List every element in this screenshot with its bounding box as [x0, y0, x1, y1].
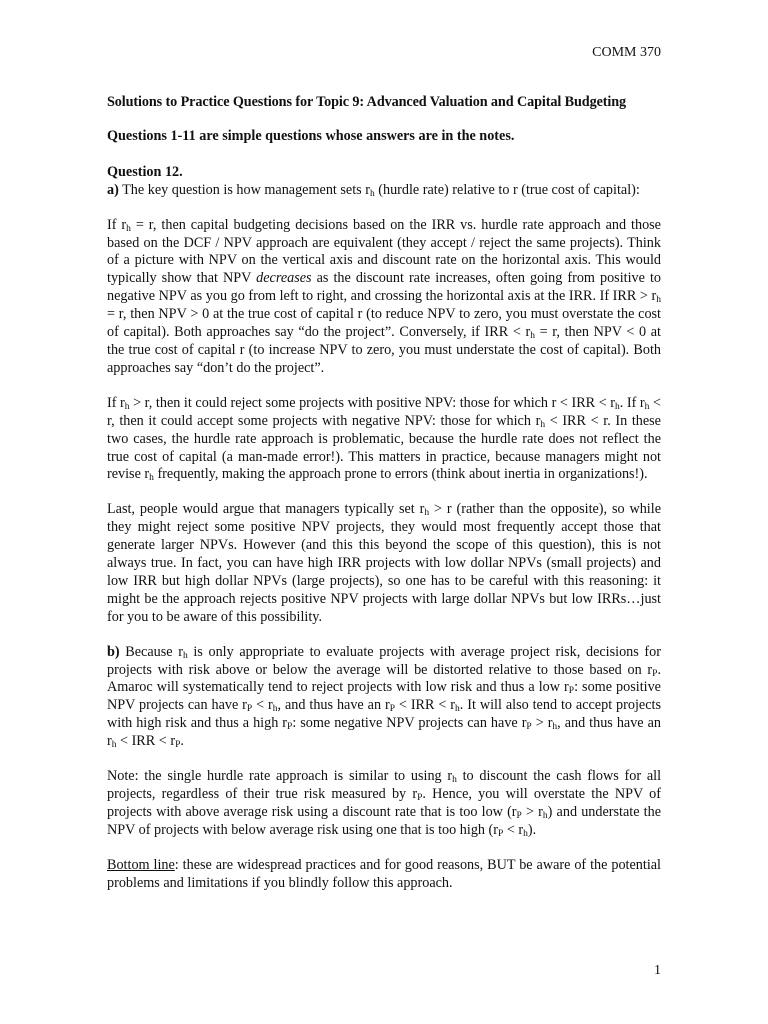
paragraph-bottom-line: Bottom line: these are widespread practices and for good reasons, BUT be aware of the potential problems and limitations if you blindly follow this approach.	[107, 856, 661, 891]
text-run: h	[530, 331, 535, 342]
text-run: P	[287, 722, 293, 733]
text-run: h	[615, 401, 620, 412]
text-run: P	[175, 740, 181, 751]
text-run: P	[246, 704, 253, 715]
text-run: P	[568, 686, 575, 697]
text-run: h	[540, 419, 546, 430]
text-run: h	[424, 508, 430, 519]
answer-b: b) Because $r_h$ is only appropriate to evaluate projects with average project risk, decisions for projects with risk above or below the average will be distorted relative to those based on $r_P$. Amaroc will systematically tend to reject projects with low risk and thus a low $r_P$: some positive NPV projects can have $r_P < r_h$, and thus have an $r_P$ < IRR < $r_h$. It will also tend to accept projects with high risk and thus a high $r_P$: some negative NPV projects can have $r_P > r_h$, and thus have an $r_h$ < IRR < $r_P$.	[107, 643, 661, 751]
text-run: h	[182, 650, 188, 661]
text-run: h	[656, 295, 661, 306]
paragraph-hurdle-mismatch: If $r_h > r$, then it could reject some projects with positive NPV: those for which r < IRR < $r_h$. If $r_h < r$, then it could accept some projects with negative NPV: those for which $r_h$ < IRR < r. In these two cases, the hurdle rate approach is problematic, because the hurdle rate does not reflect the true cost of capital (a man-made error!). This matters in practice, because managers might not revise $r_h$ frequently, making the approach prone to errors (think about inertia in organizations!).	[107, 394, 661, 484]
text-run: decreases	[256, 270, 312, 287]
answer-a-intro: a) The key question is how management sets $r_h$ (hurdle rate) relative to r (true cost of capital):	[107, 181, 640, 199]
text-run: h	[455, 704, 460, 715]
text-run: h	[369, 188, 375, 199]
text-run: a)	[107, 181, 119, 198]
text-run: Bottom line	[107, 856, 175, 873]
text-run: h	[523, 828, 528, 839]
page-number: 1	[654, 963, 661, 979]
document-body	[107, 94, 661, 910]
text-run: P	[652, 668, 658, 679]
text-run: h	[272, 704, 278, 715]
text-run: h	[644, 401, 650, 412]
text-run: h	[111, 740, 117, 751]
text-run: b)	[107, 643, 120, 660]
text-run: h	[124, 401, 130, 412]
text-run: h	[126, 223, 131, 234]
paragraph-last-argument: Last, people would argue that managers typically set $r_h > r$ (rather than the opposite), so while they might reject some positive NPV projects, they would most frequently accept those that generate larger NPVs. However (and this this beyond the scope of this question), this is not always true. In fact, you can have high IRR projects with low dollar NPVs (small projects) and low IRR but high dollar NPVs (large projects), so one has to be careful with this reasoning: it might be the approach rejects positive NPV projects with large dollar NPVs but low IRRs…just for you to be aware of this possibility.	[107, 501, 661, 625]
course-header: COMM 370	[592, 45, 661, 60]
text-run: P	[417, 793, 423, 803]
paragraph-equal-hurdle: If $r_h = r$, then capital budgeting decisions based on the IRR vs. hurdle rate approach and those based on the DCF / NPV approach are equivalent (they accept / reject the same projects). Think of a picture with NPV on the vertical axis and discount rate on the horizontal axis. This would typically show that NPV decreases as the discount rate increases, often going from positive to negative NPV as you go from left to right, and crossing the horizontal axis at the IRR. If IRR > $r_h = r$, then NPV > 0 at the true cost of capital r (to reduce NPV to zero, you must overstate the cost of capital). Both approaches say “do the project”. Conversely, if IRR < $r_h = r$, then NPV < 0 at the true cost of capital r (to increase NPV to zero, you must understate the cost of capital). Both approaches say “don’t do the project”.	[107, 216, 661, 376]
text-run: h	[452, 775, 457, 786]
text-run: P	[498, 828, 504, 839]
text-run: P	[526, 722, 532, 733]
text-run: h	[552, 722, 558, 733]
document-title: Solutions to Practice Questions for Topic 9: Advanced Valuation and Capital Budgeting	[107, 94, 627, 110]
text-run: h	[542, 810, 548, 821]
text-run: P	[389, 704, 395, 715]
question-heading: Question 12.	[107, 163, 183, 180]
intro-note: Questions 1-11 are simple questions whose answers are in the notes.	[107, 127, 515, 144]
text-run: P	[516, 810, 522, 821]
text-run: h	[149, 473, 154, 484]
paragraph-note: Note: the single hurdle rate approach is similar to using $r_h$ to discount the cash flows for all projects, regardless of their true risk measured by $r_P$. Hence, you will overstate the NPV of projects with above average risk using a discount rate that is too low $(r_P > r_h)$ and understate the NPV of projects with below average risk using one that is too high $(r_P < r_h)$.	[107, 768, 662, 839]
